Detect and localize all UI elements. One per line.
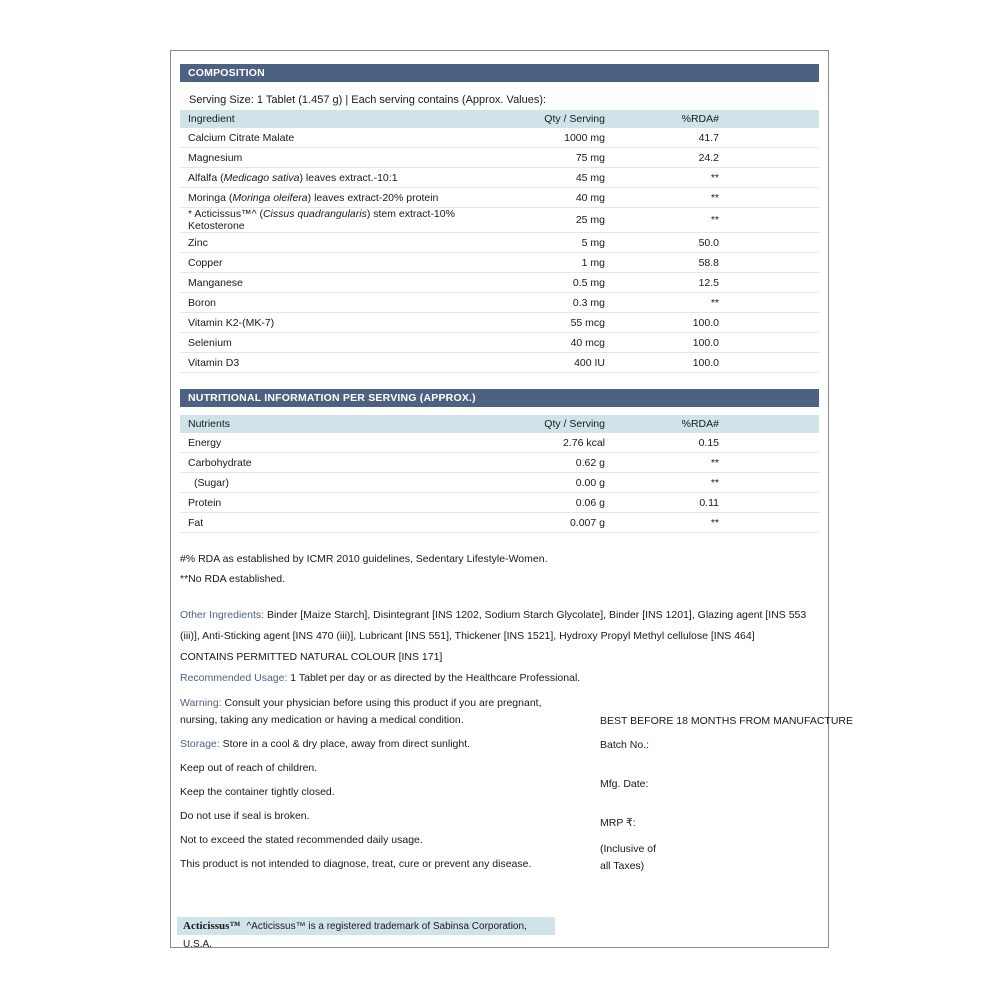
ingredient-rda: ** — [605, 188, 819, 208]
inclusive-line-2: all Taxes) — [600, 860, 645, 872]
warnings-column — [180, 695, 580, 873]
acticissus-logo: Acticissus™ — [183, 920, 241, 932]
rda-footnote: #% RDA as established by ICMR 2010 guidelines, Sedentary Lifestyle-Women. — [180, 553, 548, 565]
ingredient-rda: 50.0 — [605, 233, 819, 253]
composition-row — [180, 208, 819, 233]
ingredient-name: Zinc — [180, 233, 490, 253]
composition-row — [180, 273, 819, 293]
ingredient-name: Boron — [180, 293, 490, 313]
ingredient-name: Selenium — [180, 333, 490, 353]
nutrient-qty: 2.76 kcal — [490, 433, 605, 453]
reach-warning: Keep out of reach of children. — [180, 762, 318, 774]
ingredient-qty: 400 IU — [490, 353, 605, 373]
seal-warning: Do not use if seal is broken. — [180, 810, 310, 822]
ingredient-qty: 1000 mg — [490, 128, 605, 148]
composition-row — [180, 313, 819, 333]
nutrition-rda-header: %RDA# — [605, 415, 819, 433]
nutrient-rda: ** — [605, 453, 819, 473]
usage-text: 1 Tablet per day or as directed by the Healthcare Professional. — [287, 672, 581, 684]
serving-size: Serving Size: 1 Tablet (1.457 g) | Each serving contains (Approx. Values): — [189, 94, 547, 106]
nutrition-qty-header: Qty / Serving — [490, 415, 605, 433]
ingredient-qty: 0.3 mg — [490, 293, 605, 313]
ingredient-rda: 100.0 — [605, 353, 819, 373]
warning-text: Consult your physician before using this product if you are pregnant, nursing, taking any medication or having a medical condition. — [180, 697, 542, 726]
nutrient-rda: ** — [605, 513, 819, 533]
ingredient-name: Alfalfa (Medicago sativa) leaves extract.-10:1 — [180, 168, 490, 188]
ingredient-rda: ** — [605, 293, 819, 313]
ingredient-name: Copper — [180, 253, 490, 273]
ingredient-qty: 40 mcg — [490, 333, 605, 353]
ingredient-qty: 75 mg — [490, 148, 605, 168]
ingredient-qty: 40 mg — [490, 188, 605, 208]
nutrition-row — [180, 513, 819, 533]
ingredient-rda: ** — [605, 168, 819, 188]
ingredient-rda: 41.7 — [605, 128, 819, 148]
nutrition-row — [180, 473, 819, 493]
nutrition-table — [180, 415, 819, 533]
recommended-usage — [180, 668, 819, 689]
trademark-text: ^Acticissus™ is a registered trademark of Sabinsa Corporation, U.S.A. — [183, 921, 527, 950]
warning — [180, 695, 580, 729]
ingredient-name: Moringa (Moringa oleifera) leaves extract-20% protein — [180, 188, 490, 208]
inclusive-line-1: (Inclusive of — [600, 843, 657, 855]
other-ingredients-label: Other Ingredients: — [180, 609, 265, 621]
ingredient-name: Magnesium — [180, 148, 490, 168]
nutrition-row — [180, 453, 819, 473]
colour-statement: CONTAINS PERMITTED NATURAL COLOUR [INS 171] — [180, 651, 443, 663]
storage — [180, 736, 580, 753]
nutrient-name: Protein — [180, 493, 490, 513]
nutrient-rda: ** — [605, 473, 819, 493]
nutrient-name: (Sugar) — [180, 473, 490, 493]
warning-label: Warning: — [180, 697, 222, 709]
ingredient-name: Vitamin K2-(MK-7) — [180, 313, 490, 333]
ingredient-rda: 12.5 — [605, 273, 819, 293]
nutrients-header: Nutrients — [180, 415, 490, 433]
ingredient-rda: ** — [605, 208, 819, 233]
usage-label: Recommended Usage: — [180, 672, 288, 684]
batch-no: Batch No.: — [600, 739, 650, 751]
composition-row — [180, 353, 819, 373]
composition-row — [180, 293, 819, 313]
best-before: BEST BEFORE 18 MONTHS FROM MANUFACTURE — [600, 715, 853, 727]
nutrient-qty: 0.007 g — [490, 513, 605, 533]
mfg-date: Mfg. Date: — [600, 778, 649, 790]
composition-row — [180, 128, 819, 148]
ingredient-rda: 100.0 — [605, 333, 819, 353]
composition-table — [180, 110, 819, 373]
ingredient-name: * Acticissus™^ (Cissus quadrangularis) stem extract-10% Ketosterone — [180, 208, 490, 233]
composition-row — [180, 188, 819, 208]
ingredient-rda: 58.8 — [605, 253, 819, 273]
ingredient-header: Ingredient — [180, 110, 490, 128]
composition-row — [180, 233, 819, 253]
qty-header: Qty / Serving — [490, 110, 605, 128]
composition-row — [180, 168, 819, 188]
nutrition-header-row — [180, 415, 819, 433]
composition-header-row — [180, 110, 819, 128]
ingredient-qty: 25 mg — [490, 208, 605, 233]
ingredient-name: Manganese — [180, 273, 490, 293]
nutrient-qty: 0.62 g — [490, 453, 605, 473]
nutrient-name: Fat — [180, 513, 490, 533]
nutrition-row — [180, 493, 819, 513]
composition-row — [180, 333, 819, 353]
ingredient-name: Calcium Citrate Malate — [180, 128, 490, 148]
ingredient-qty: 0.5 mg — [490, 273, 605, 293]
nutrient-rda: 0.11 — [605, 493, 819, 513]
warnings-section — [180, 695, 853, 885]
nutrient-rda: 0.15 — [605, 433, 819, 453]
other-ingredients — [180, 605, 819, 647]
ingredient-rda: 24.2 — [605, 148, 819, 168]
ingredient-rda: 100.0 — [605, 313, 819, 333]
no-rda-footnote: **No RDA established. — [180, 573, 286, 585]
composition-title: COMPOSITION — [180, 64, 819, 82]
storage-label: Storage: — [180, 738, 220, 750]
ingredient-qty: 5 mg — [490, 233, 605, 253]
nutrition-row — [180, 433, 819, 453]
ingredient-qty: 1 mg — [490, 253, 605, 273]
trademark-bar — [177, 917, 555, 950]
nutrient-qty: 0.06 g — [490, 493, 605, 513]
nutrient-name: Carbohydrate — [180, 453, 490, 473]
diagnose-disclaimer: This product is not intended to diagnose, treat, cure or prevent any disease. — [180, 858, 532, 870]
closed-warning: Keep the container tightly closed. — [180, 786, 335, 798]
ingredient-qty: 55 mcg — [490, 313, 605, 333]
nutrient-name: Energy — [180, 433, 490, 453]
label-content — [180, 64, 853, 885]
composition-row — [180, 253, 819, 273]
exceed-warning: Not to exceed the stated recommended daily usage. — [180, 834, 423, 846]
rda-header: %RDA# — [605, 110, 819, 128]
label-panel — [170, 50, 853, 950]
ingredient-qty: 45 mg — [490, 168, 605, 188]
storage-text: Store in a cool & dry place, away from direct sunlight. — [219, 738, 471, 750]
ingredient-name: Vitamin D3 — [180, 353, 490, 373]
mrp: MRP ₹: — [600, 817, 636, 829]
composition-row — [180, 148, 819, 168]
other-ingredients-text: Binder [Maize Starch], Disintegrant [INS 1202, Sodium Starch Glycolate], Binder [INS 1201], Glazing agent [INS 553 (iii)], Anti-Sticking agent [INS 470 (iii)], Lubricant [INS 551], Thickener [INS 1521], Hydroxy Propyl Methyl cellulose [INS 464] — [180, 609, 807, 642]
nutrient-qty: 0.00 g — [490, 473, 605, 493]
nutrition-title: NUTRITIONAL INFORMATION PER SERVING (APPROX.) — [180, 389, 819, 407]
